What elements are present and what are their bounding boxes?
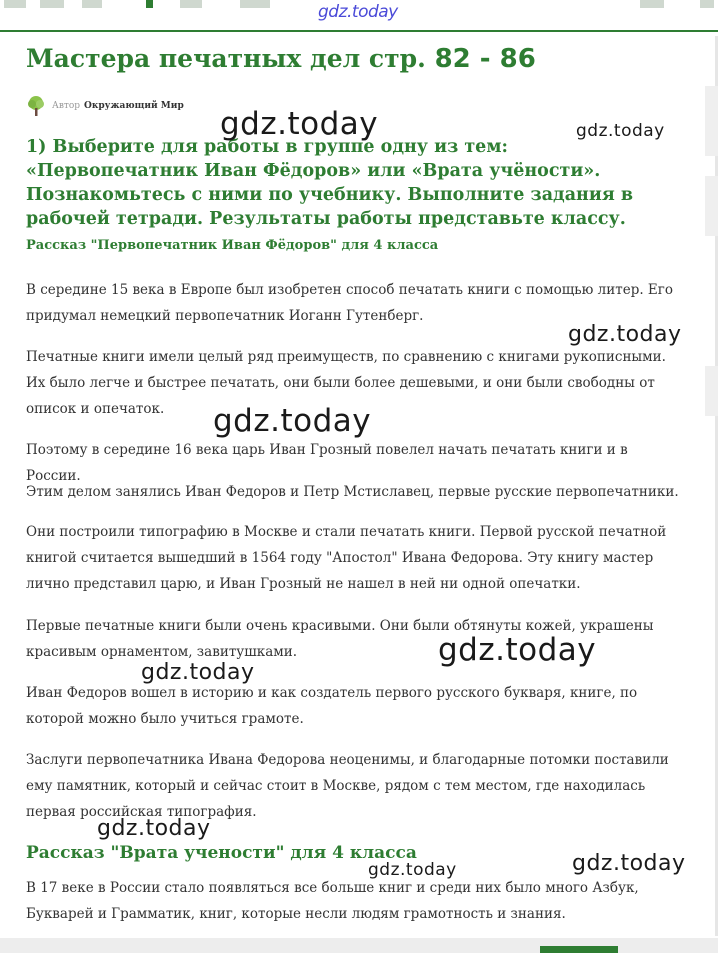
nav-fragment [640, 0, 664, 8]
top-bar [0, 0, 718, 30]
task-heading: 1) Выберите для работы в группе одну из тем: «Первопечатник Иван Фёдоров» или «Врата учёности». Познакомьтесь с ними по учебнику. Выполните задания в рабочей тетради. Результаты работы представьте классу. [26, 137, 634, 229]
story-title: Рассказ "Первопечатник Иван Фёдоров" для 4 класса [26, 238, 439, 253]
header-divider [0, 30, 718, 32]
sidebar-block [705, 176, 718, 236]
nav-fragment [82, 0, 102, 8]
nav-fragment [4, 0, 26, 8]
watermark: gdz.today [368, 860, 457, 880]
sidebar-block [705, 366, 718, 416]
author-line [26, 95, 184, 117]
bottom-action-button[interactable] [540, 946, 618, 953]
nav-fragment [180, 0, 202, 8]
paragraph: Печатные книги имели целый ряд преимуществ, по сравнению с книгами рукописными. Их было легче и быстрее печатать, они были более дешевыми, и они были свободны от описок и опечаток. [26, 349, 666, 417]
site-logo[interactable]: gdz.today [318, 2, 398, 22]
story-title: Рассказ "Врата учености" для 4 класса [26, 843, 417, 863]
nav-fragment [700, 0, 714, 8]
author-name[interactable]: Окружающий Мир [84, 101, 184, 111]
paragraph: Этим делом занялись Иван Федоров и Петр Мстиславец, первые русские первопечатники. [26, 484, 679, 500]
author-label: Автор [52, 101, 81, 111]
nav-fragment [240, 0, 270, 8]
page-range: 82 - 86 [434, 44, 536, 74]
watermark: gdz.today [97, 816, 211, 841]
watermark: gdz.today [576, 121, 665, 141]
sidebar-block [705, 86, 718, 156]
paragraph: Первые печатные книги были очень красивыми. Они были обтянуты кожей, украшены красивым орнаментом, завитушками. [26, 618, 654, 660]
nav-fragment-accent [146, 0, 153, 8]
nav-fragment [40, 0, 64, 8]
page-title-text: Мастера печатных дел стр. [26, 44, 426, 73]
paragraph: Поэтому в середине 16 века царь Иван Грозный повелел начать печатать книги и в России. [26, 442, 628, 484]
watermark: gdz.today [438, 632, 597, 668]
watermark: gdz.today [213, 403, 372, 439]
paragraph: Они построили типографию в Москве и стали печатать книги. Первой русской печатной книгой считается вышедший в 1564 году "Апостол" Ивана Федорова. Эту книгу мастер лично представил царю, и Иван Грозный не нашел в ней ни одной опечатки. [26, 524, 667, 592]
watermark: gdz.today [220, 106, 379, 142]
tree-icon [26, 95, 46, 117]
page-title [26, 44, 536, 74]
paragraph: В 17 веке в России стало появляться все больше книг и среди них было много Азбук, Букварей и Грамматик, книг, которые несли людям грамотность и знания. [26, 880, 639, 922]
watermark: gdz.today [572, 851, 686, 876]
paragraph: В середине 15 века в Европе был изобретен способ печатать книги с помощью литер. Его придумал немецкий первопечатник Иоганн Гутенберг. [26, 282, 673, 324]
paragraph: Заслуги первопечатника Ивана Федорова неоценимы, и благодарные потомки поставили ему памятник, который и сейчас стоит в Москве, рядом с тем местом, где находилась первая российская типография. [26, 752, 669, 820]
watermark: gdz.today [141, 660, 255, 685]
watermark: gdz.today [568, 322, 682, 347]
paragraph: Иван Федоров вошел в историю и как создатель первого русского букваря, книге, по которой можно было учиться грамоте. [26, 685, 638, 727]
